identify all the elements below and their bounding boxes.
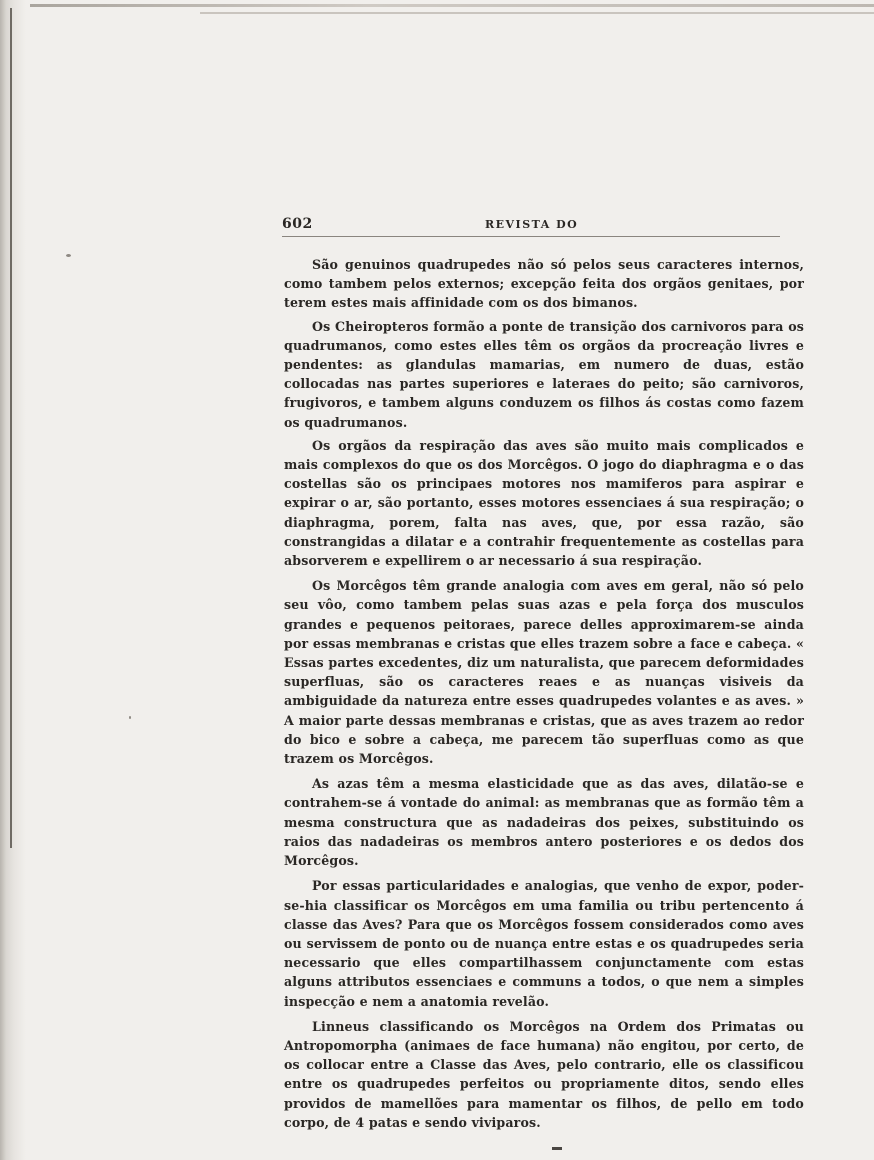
paragraph: Linneus classificando os Morcêgos na Ordem dos Primatas ou Antropomorpha (animaes de face humana) não engitou, por certo, de os collocar entre a Classe das Aves, pelo contrario, elle os classificou entre os quadrupedes perfeitos ou propriamente ditos, sendo elles providos de mamellões para mamentar os filhos, de pello em todo corpo, de 4 patas e sendo viviparos. <box>284 1018 804 1130</box>
paragraph: São genuinos quadrupedes não só pelos seus caracteres internos, como tambem pelos externos; excepção feita dos orgãos genitaes, por terem estes mais affinidade com os dos bimanos. <box>284 257 804 311</box>
paragraph: Os Morcêgos têm grande analogia com aves em geral, não só pelo seu vôo, como tambem pelas suas azas e pela força dos musculos grandes e pequenos peitoraes, parece delles approximarem-se ainda por essas membranas e cristas que elles trazem sobre a face e cabeça. « Essas partes excedentes, diz um naturalista, que parecem deformidades superfluas, são os caracteres reaes e as nuanças visiveis da ambiguidade da natureza entre esses quadrupedes volantes e as aves. » A maior parte dessas membranas e cristas, que as aves trazem ao redor do bico e sobre a cabeça, me parecem tão superfluas como as que trazem os Morcêgos. <box>284 578 804 767</box>
paragraph: Por essas particularidades e analogias, que venho de expor, poder-se-hia classificar os Morcêgos em uma familia ou tribu pertencento á classe das Aves? Para que os Morcêgos fossem considerados como aves ou servissem de ponto ou de nuança entre estas e os quadrupedes seria necessario que elles compartilhassem conjunctamente com estas alguns attributos essenciaes e communs a todos, o que nem a simples inspecção e nem a anatomia revelão. <box>284 878 804 1009</box>
footer-mark <box>552 1147 562 1150</box>
page-binding-shadow <box>0 0 26 1160</box>
page-number: 602 <box>282 216 313 232</box>
page-top-edge-secondary <box>200 12 874 14</box>
running-title: REVISTA DO <box>485 218 579 231</box>
paragraph: As azas têm a mesma elasticidade que as das aves, dilatão-se e contrahem-se á vontade do animal: as membranas que as formão têm a mesma constructura que as nadadeiras dos peixes, substituindo os raios das nadadeiras os membros antero posteriores e os dedos dos Morcêgos. <box>284 776 804 869</box>
paragraph: Os Cheiropteros formão a ponte de transição dos carnivoros para os quadrumanos, como estes elles têm os orgãos da procreação livres e pendentes: as glandulas mamarias, em numero de duas, estão collocadas nas partes superiores e lateraes do peito; são carnivoros, frugivoros, e tambem alguns conduzem os filhos ás costas como fazem os quadrumanos. <box>284 318 804 430</box>
page-header <box>282 216 780 234</box>
binding-line <box>10 8 12 848</box>
header-rule <box>282 236 780 237</box>
ink-speck <box>66 254 71 257</box>
page-top-edge <box>30 4 874 7</box>
body-text <box>284 255 804 1136</box>
ink-speck <box>129 716 131 719</box>
paragraph: Os orgãos da respiração das aves são muito mais complicados e mais complexos do que os dos Morcêgos. O jogo do diaphragma e o das costellas são os principaes motores nos mamiferos para aspirar e expirar o ar, são portanto, esses motores essenciaes á sua respiração; o diaphragma, porem, falta nas aves, que, por essa razão, são constrangidas a dilatar e a contrahir frequentemente as costellas para absorverem e expellirem o ar necessario á sua respiração. <box>284 437 804 569</box>
